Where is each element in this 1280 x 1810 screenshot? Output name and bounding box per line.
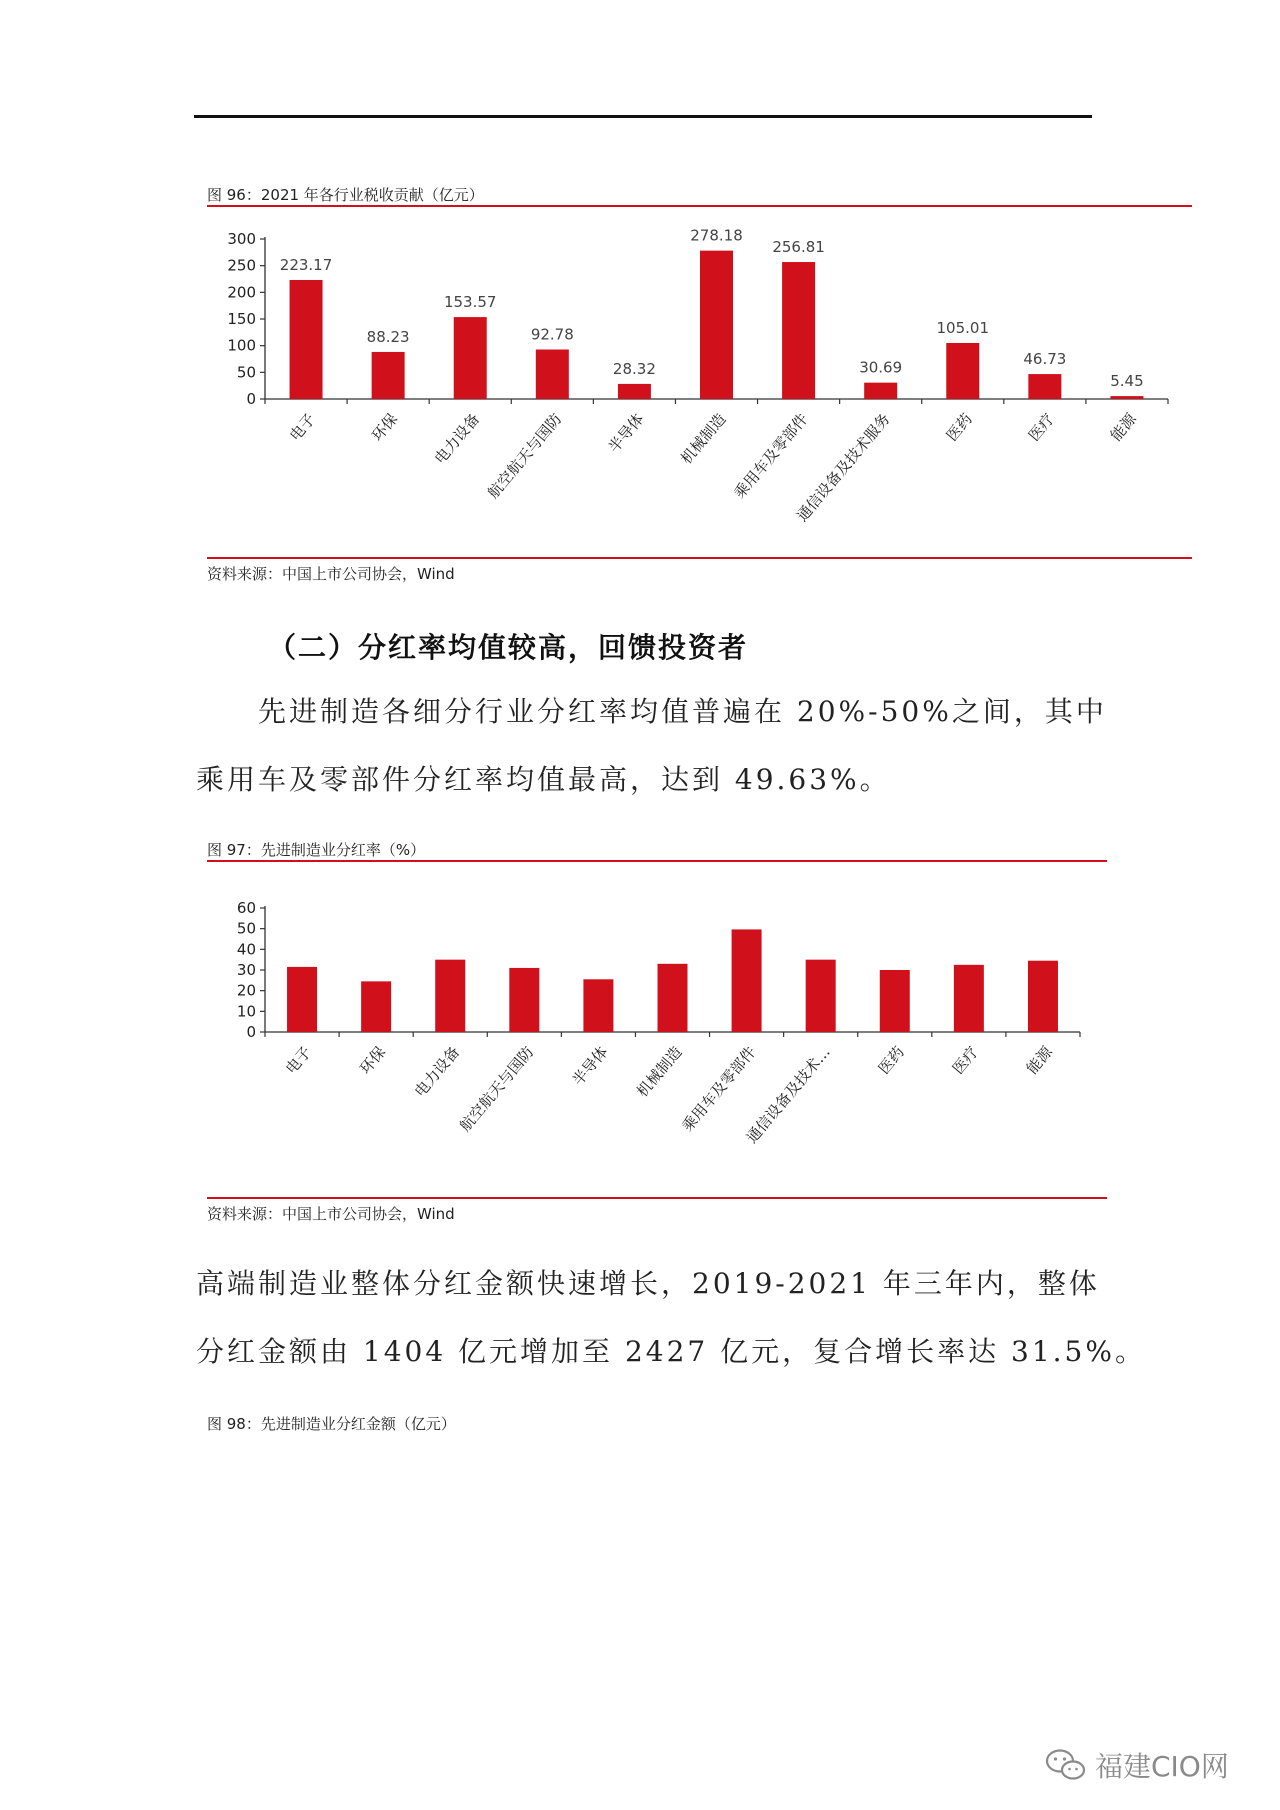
bar-航空航天与国防 (509, 968, 539, 1032)
bar-乘用车及零部件 (782, 262, 815, 399)
x-category-label: 乘用车及零部件 (730, 410, 812, 503)
x-category-label: 通信设备及技术… (742, 1043, 834, 1147)
data-label: 5.45 (1110, 372, 1144, 391)
fig96-title: 图 96：2021 年各行业税收贡献（亿元） (207, 186, 484, 204)
bar-半导体 (618, 384, 651, 399)
y-tick-label: 50 (236, 363, 256, 382)
x-category-label: 医疗 (948, 1043, 982, 1078)
bar-电力设备 (454, 317, 487, 399)
x-category-label: 电子 (286, 410, 320, 445)
bar-能源 (1110, 396, 1143, 399)
bar-航空航天与国防 (536, 350, 569, 399)
data-label: 256.81 (772, 238, 825, 257)
fig96-bottom-rule (207, 557, 1192, 559)
x-category-label: 航空航天与国防 (456, 1043, 538, 1136)
data-label: 153.57 (443, 293, 497, 312)
fig96-source: 资料来源：中国上市公司协会，Wind (207, 565, 455, 583)
x-category-label: 通信设备及技术服务 (793, 410, 894, 525)
watermark-text: 福建CIO网 (1095, 1750, 1229, 1783)
data-label: 278.18 (690, 226, 743, 245)
x-category-label: 半导体 (568, 1043, 612, 1090)
top-rule (194, 115, 1092, 118)
x-category-label: 环保 (356, 1043, 390, 1078)
bar-电子 (290, 280, 323, 399)
bar-半导体 (583, 979, 613, 1032)
fig97-top-rule (207, 860, 1107, 862)
y-tick-label: 40 (236, 940, 256, 959)
x-category-label: 电力设备 (410, 1043, 464, 1101)
x-category-label: 医药 (942, 410, 976, 445)
x-category-label: 医疗 (1024, 410, 1058, 445)
data-label: 105.01 (936, 318, 990, 337)
y-tick-label: 0 (246, 390, 256, 408)
y-tick-label: 10 (236, 1002, 256, 1021)
y-tick-label: 250 (227, 256, 256, 275)
x-category-label: 机械制造 (633, 1043, 686, 1101)
paragraph-1-line-2: 乘用车及零部件分红率均值最高，达到 49.63%。 (196, 763, 891, 796)
bar-机械制造 (700, 251, 733, 399)
data-label: 92.78 (530, 325, 574, 344)
bar-医药 (880, 970, 910, 1032)
y-tick-label: 150 (227, 310, 256, 328)
section-heading: （二）分红率均值较高，回馈投资者 (268, 631, 749, 664)
bar-医疗 (1028, 374, 1061, 399)
bar-电力设备 (435, 960, 465, 1032)
y-tick-label: 300 (227, 230, 256, 248)
watermark (1045, 1745, 1229, 1785)
bar-机械制造 (658, 964, 688, 1032)
bar-乘用车及零部件 (732, 929, 762, 1032)
x-category-label: 机械制造 (677, 410, 730, 468)
fig97-title: 图 97：先进制造业分红率（%） (207, 841, 426, 859)
x-category-label: 能源 (1022, 1043, 1057, 1078)
data-label: 46.73 (1023, 350, 1067, 369)
fig98-title: 图 98：先进制造业分红金额（亿元） (207, 1415, 456, 1433)
x-category-label: 电子 (282, 1043, 316, 1078)
y-tick-label: 60 (236, 899, 256, 917)
x-category-label: 能源 (1106, 410, 1141, 445)
x-category-label: 环保 (368, 410, 402, 445)
y-tick-label: 30 (236, 961, 256, 979)
paragraph-1-line-1: 先进制造各细分行业分红率均值普遍在 20%-50%之间，其中 (258, 695, 1107, 728)
bar-通信设备及技术… (806, 960, 836, 1032)
paragraph-2-line-2: 分红金额由 1404 亿元增加至 2427 亿元，复合增长率达 31.5%。 (196, 1335, 1146, 1368)
bar-能源 (1028, 961, 1058, 1032)
bar-医疗 (954, 965, 984, 1032)
y-tick-label: 0 (246, 1023, 256, 1041)
paragraph-2-line-1: 高端制造业整体分红金额快速增长，2019-2021 年三年内，整体 (196, 1267, 1100, 1300)
x-category-label: 半导体 (604, 410, 648, 457)
fig96-top-rule (207, 205, 1192, 207)
bar-环保 (361, 981, 391, 1032)
fig97-source: 资料来源：中国上市公司协会，Wind (207, 1205, 455, 1223)
x-category-label: 医药 (874, 1043, 908, 1078)
fig97-bottom-rule (207, 1197, 1107, 1199)
data-label: 88.23 (366, 327, 410, 346)
fig97-chart (0, 870, 1200, 1170)
x-category-label: 电力设备 (430, 410, 484, 468)
bar-医药 (946, 343, 979, 399)
y-tick-label: 100 (227, 336, 256, 355)
bar-通信设备及技术服务 (864, 383, 897, 399)
y-tick-label: 20 (236, 981, 256, 1000)
data-label: 30.69 (859, 358, 903, 377)
x-category-label: 航空航天与国防 (484, 410, 566, 503)
y-tick-label: 50 (236, 919, 256, 938)
bar-电子 (287, 967, 317, 1032)
data-label: 223.17 (279, 255, 333, 274)
wechat-icon (1045, 1748, 1087, 1782)
x-category-label: 乘用车及零部件 (678, 1043, 760, 1136)
fig96-chart (0, 215, 1200, 555)
y-tick-label: 200 (227, 283, 256, 302)
bar-环保 (372, 352, 405, 399)
data-label: 28.32 (612, 359, 656, 378)
